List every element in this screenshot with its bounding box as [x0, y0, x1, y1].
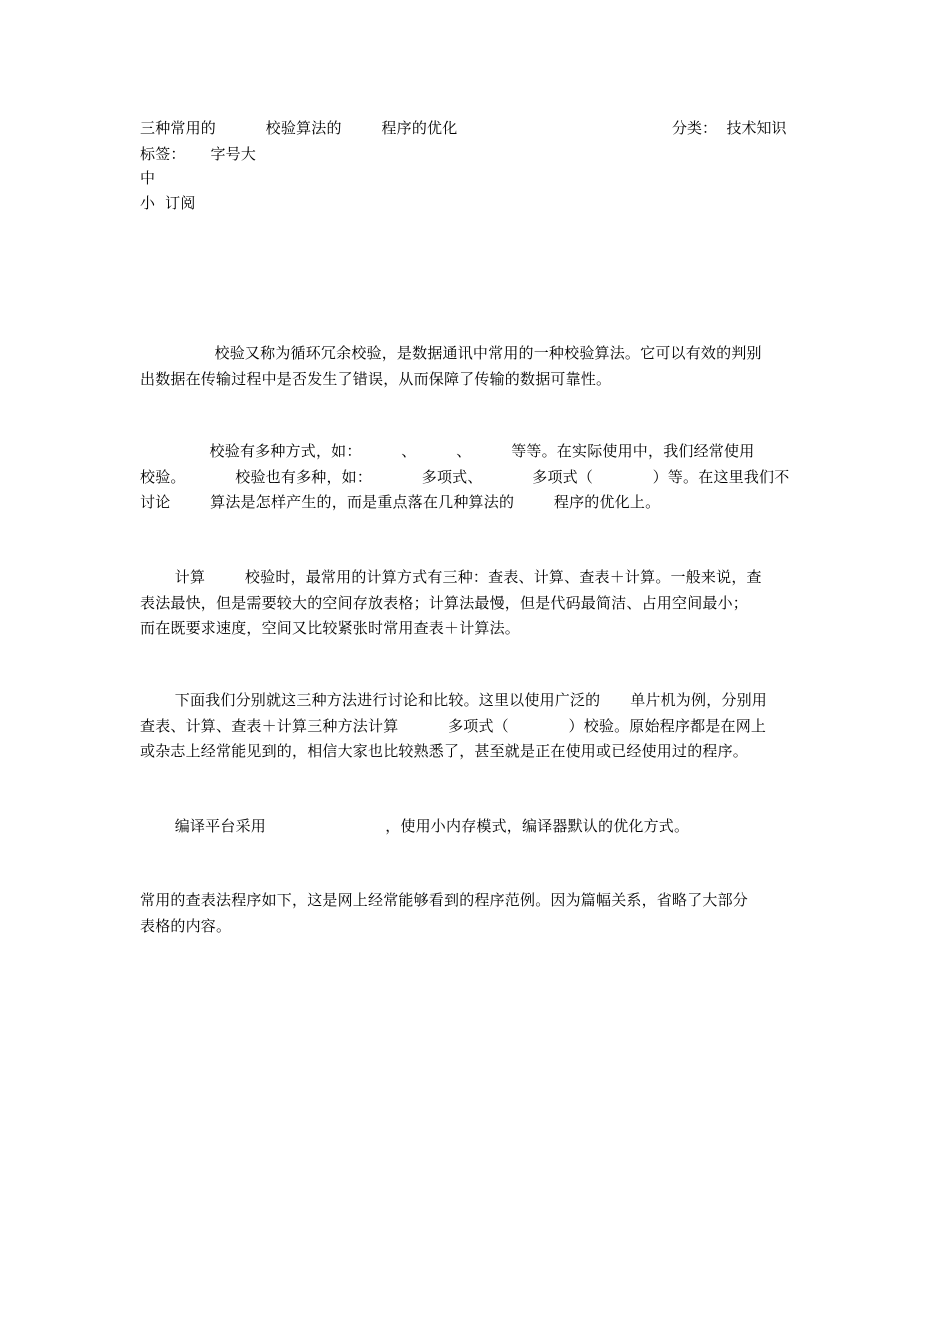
- paragraph-5-line-1: 编译平台采用 ，使用小内存模式，编译器默认的优化方式。: [140, 817, 690, 835]
- font-size-medium: 中: [140, 169, 156, 187]
- paragraph-4-line-2: 查表、计算、查表＋计算三种方法计算 多项式（ ）校验。原始程序都是在网上: [140, 717, 767, 735]
- paragraph-4-line-1: 下面我们分别就这三种方法进行讨论和比较。这里以使用广泛的 单片机为例，分别用: [140, 691, 767, 709]
- font-size-small-subscribe: 小 订阅: [140, 194, 196, 212]
- paragraph-3-line-3: 而在既要求速度，空间又比较紧张时常用查表＋计算法。: [140, 619, 521, 637]
- paragraph-1-line-1: 校验又称为循环冗余校验，是数据通讯中常用的一种校验算法。它可以有效的判别: [140, 344, 762, 362]
- tags-line: 标签： 字号大: [140, 145, 257, 163]
- category-label: 分类： 技术知识: [672, 119, 787, 137]
- article-title: 三种常用的 校验算法的 程序的优化: [140, 119, 458, 137]
- paragraph-3-line-1: 计算 校验时，最常用的计算方式有三种：查表、计算、查表＋计算。一般来说，查: [140, 568, 762, 586]
- paragraph-6-line-2: 表格的内容。: [140, 917, 232, 935]
- paragraph-2-line-1: 校验有多种方式，如： 、 、 等等。在实际使用中，我们经常使用: [140, 442, 755, 460]
- paragraph-1-line-2: 出数据在传输过程中是否发生了错误，从而保障了传输的数据可靠性。: [140, 370, 612, 388]
- paragraph-4-line-3: 或杂志上经常能见到的，相信大家也比较熟悉了，甚至就是正在使用或已经使用过的程序。: [140, 742, 749, 760]
- paragraph-2-line-3: 讨论 算法是怎样产生的，而是重点落在几种算法的 程序的优化上。: [140, 493, 661, 511]
- paragraph-2-line-2: 校验。 校验也有多种，如： 多项式、 多项式（ ）等。在这里我们不: [140, 468, 790, 486]
- paragraph-6-line-1: 常用的查表法程序如下，这是网上经常能够看到的程序范例。因为篇幅关系，省略了大部分: [140, 891, 749, 909]
- paragraph-3-line-2: 表法最快，但是需要较大的空间存放表格；计算法最慢，但是代码最简洁、占用空间最小；: [140, 594, 749, 612]
